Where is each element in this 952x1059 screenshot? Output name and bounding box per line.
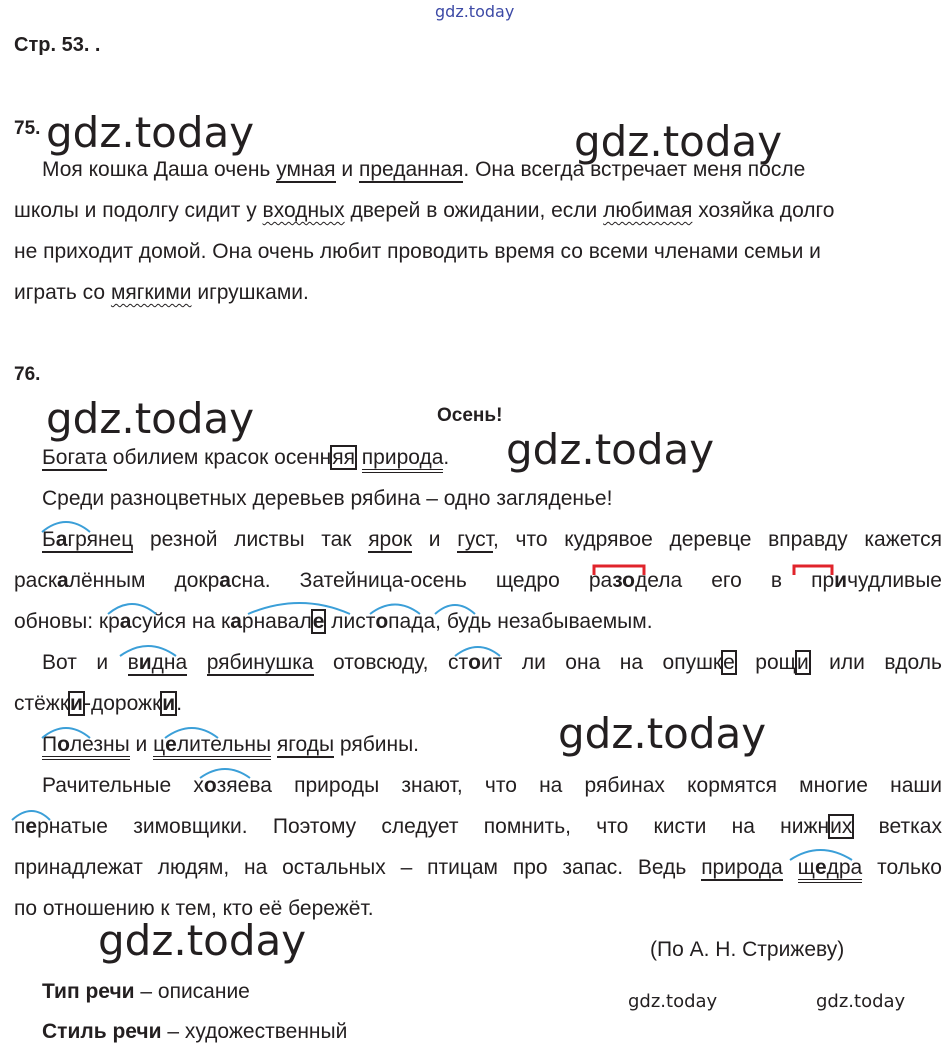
wavy-word: входных [262,199,345,222]
author-reference: (По А. Н. Стрижеву) [650,938,845,961]
root-arc [42,728,90,738]
ending-box: и [796,651,809,674]
root-arc [435,605,475,614]
text-title: Осень! [437,405,503,426]
ending-box: их [830,815,853,838]
ex76-line-11: принадлежат людям, на остальных – птицам про запас. Ведь природа щедра только [14,847,942,888]
underlined-word: Богата [42,446,107,469]
ending-box: и [162,692,176,715]
speech-style: Стиль речи – художественный [42,1020,348,1043]
watermark: gdz.today [558,709,767,758]
prefix-mark [794,566,832,575]
exercise-75-number: 75. [14,118,41,139]
speech-type: Тип речи – описание [42,980,250,1003]
underlined-word: умная [276,158,336,181]
root-arc [248,603,350,614]
ex76-line-3: Багрянец резной листвы так ярок и густ, что кудрявое деревце вправду кажется [42,528,942,551]
ex75-line-4: играть со мягкими игрушками. [14,281,309,304]
ending-box: и [70,692,83,715]
wavy-word: любимая [603,199,693,222]
root-arc [165,728,218,738]
ending-box: е [723,651,735,674]
watermark-small: gdz.today [628,991,718,1012]
root-arc [120,646,176,656]
watermark: gdz.today [574,117,783,166]
root-arc [455,647,500,656]
ex76-line-4: раскалённым докрасна. Затейница-осень щедро разодела его в причудливые [14,569,942,592]
root-arc [790,850,852,860]
root-arc [42,522,90,532]
watermark-small: gdz.today [816,991,906,1012]
ex76-line-5: обновы: красуйся на карнавале листопада, будь незабываемым. [14,610,653,633]
double-underlined-word: природа [362,446,444,473]
ex76-line-6: Вот и видна рябинушка отовсюду, стоит ли она на опушке рощи или вдоль [42,651,942,674]
ex76-line-8: Полезны и целительны ягоды рябины. [42,724,419,765]
underlined-word: преданная [358,158,464,181]
watermark: gdz.today [506,425,715,474]
ex76-line-7: стёжки-дорожки. [14,692,183,715]
watermark: gdz.today [46,394,255,443]
ex76-line-12: по отношению к тем, кто её бережёт. [14,897,374,920]
root-arc [108,604,156,614]
page-number: Стр. 53. . [14,34,101,56]
ex75-line-1: Моя кошка Даша очень умная и преданная. Она всегда встречает меня после [42,158,806,181]
root-arc [370,605,420,615]
ex75-line-2: школы и подолгу сидит у входных дверей в ожидании, если любимая хозяйка долго [14,199,835,222]
exercise-76-number: 76. [14,364,41,385]
ending-box: е [312,610,325,633]
root-arc [12,811,50,820]
ex76-line-1: Богата обилием красок осенняя природа. [42,437,449,478]
ex76-line-9: Рачительные хозяева природы знают, что на рябинах кормятся многие наши [42,774,942,797]
wavy-word: мягкими [110,281,192,304]
watermark: gdz.today [98,916,307,965]
root-arc [200,769,250,778]
watermark: gdz.today [46,108,255,157]
prefix-mark [594,566,644,575]
ending-box: яя [332,446,355,469]
ex76-line-2: Среди разноцветных деревьев рябина – одно загляденье! [42,487,613,510]
ex76-line-10: пернатые зимовщики. Поэтому следует помнить, что кисти на нижних ветках [14,815,942,838]
ex75-line-3: не приходит домой. Она очень любит проводить время со всеми членами семьи и [14,240,821,263]
watermark-top: gdz.today [435,2,515,21]
